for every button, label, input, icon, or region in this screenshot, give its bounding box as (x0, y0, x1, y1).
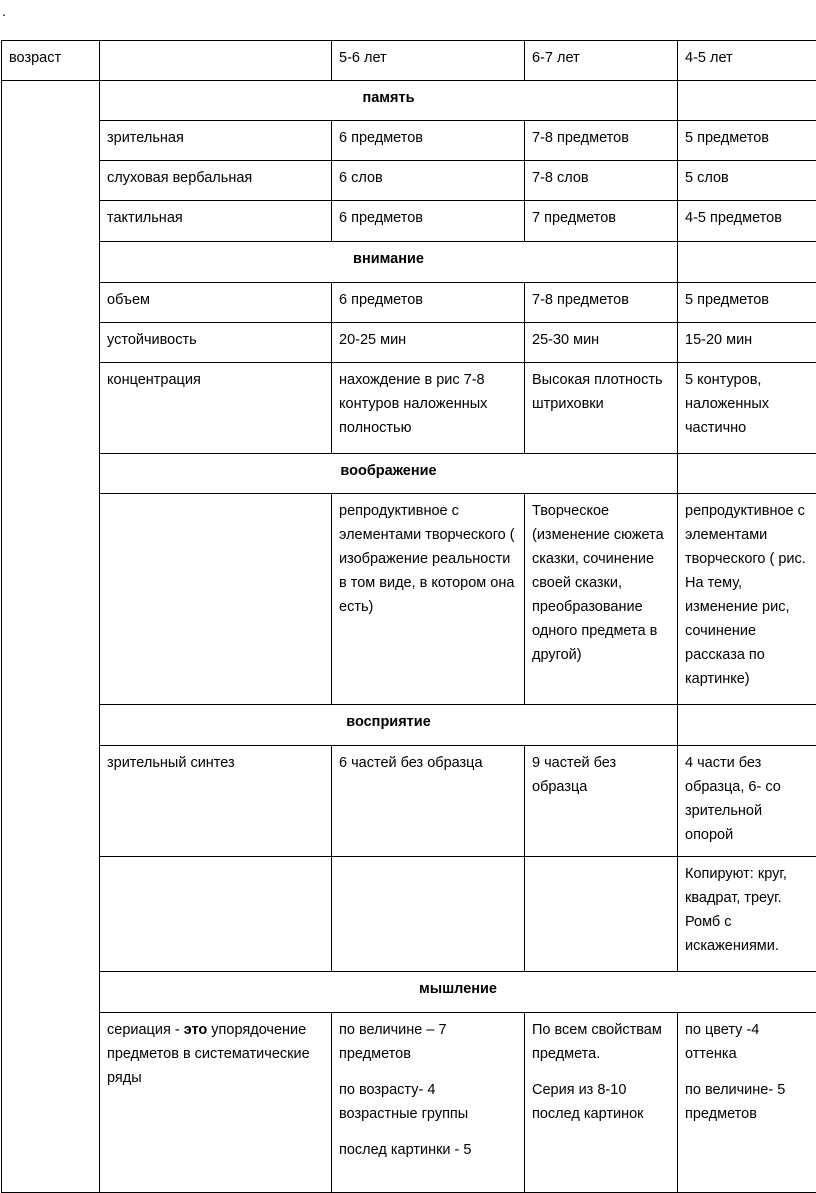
cell-4-5: репродуктивное с элементами творческого ( рис. На тему, изменение рис, сочинение рассказа по картинке) (678, 494, 816, 705)
header-row (2, 41, 816, 81)
table-row (2, 201, 816, 242)
cell-4-5: 5 предметов (678, 121, 816, 161)
section-title-spacer (678, 81, 816, 121)
row-label (100, 1013, 332, 1193)
cell-6-7: 9 частей без образца (525, 746, 678, 857)
cell-6-7 (525, 857, 678, 972)
seriation-5-6-age: по возрасту- 4 возрастные группы (339, 1078, 517, 1126)
section-row-imagination (2, 454, 816, 494)
cell-5-6: 6 частей без образца (332, 746, 525, 857)
table-row (2, 323, 816, 363)
seriation-label-post: упорядочение предметов в систематические ряды (107, 1022, 310, 1086)
cell-5-6: 6 предметов (332, 121, 525, 161)
row-label: концентрация (100, 363, 332, 454)
table-row (2, 161, 816, 201)
cell-6-7: 7-8 слов (525, 161, 678, 201)
section-row-memory (2, 81, 816, 121)
seriation-5-6-size: по величине – 7 предметов (339, 1018, 517, 1066)
table-row (2, 857, 816, 972)
cell-5-6 (332, 857, 525, 972)
seriation-4-5-size: по величине- 5 предметов (685, 1078, 809, 1126)
cell-4-5: 4 части без образца, 6- со зрительной опорой (678, 746, 816, 857)
cell-4-5: 15-20 мин (678, 323, 816, 363)
seriation-5-6-pictures: послед картинки - 5 (339, 1138, 517, 1162)
age-norms-table (1, 40, 816, 1193)
table-row (2, 121, 816, 161)
cell-6-7: 7-8 предметов (525, 283, 678, 323)
section-title-spacer (678, 242, 816, 283)
row-label: слуховая вербальная (100, 161, 332, 201)
row-label: зрительный синтез (100, 746, 332, 857)
cell-5-6 (332, 1013, 525, 1193)
cell-5-6: 6 предметов (332, 201, 525, 242)
row-label: объем (100, 283, 332, 323)
row-label (100, 494, 332, 705)
leading-dot: . (2, 4, 6, 18)
section-title-spacer (678, 454, 816, 494)
seriation-6-7-series: Серия из 8-10 послед картинок (532, 1078, 670, 1126)
section-row-thinking (2, 972, 816, 1013)
section-title-thinking: мышление (100, 972, 816, 1013)
row-label: устойчивость (100, 323, 332, 363)
cell-4-5 (678, 1013, 816, 1193)
section-title-spacer (678, 705, 816, 746)
seriation-6-7-all: По всем свойствам предмета. (532, 1018, 670, 1066)
row-label: зрительная (100, 121, 332, 161)
seriation-4-5-color: по цвету -4 оттенка (685, 1018, 809, 1066)
section-title-attention: внимание (100, 242, 678, 283)
cell-6-7: 7 предметов (525, 201, 678, 242)
table-row (2, 283, 816, 323)
header-age-5-6: 5-6 лет (332, 41, 525, 81)
section-title-imagination: воображение (100, 454, 678, 494)
cell-4-5: 5 слов (678, 161, 816, 201)
cell-6-7 (525, 1013, 678, 1193)
table-row (2, 746, 816, 857)
cell-6-7: 7-8 предметов (525, 121, 678, 161)
header-age: возраст (2, 41, 100, 81)
section-row-perception (2, 705, 816, 746)
cell-5-6: нахождение в рис 7-8 контуров наложенных полностью (332, 363, 525, 454)
section-row-attention (2, 242, 816, 283)
header-blank (100, 41, 332, 81)
table-row (2, 494, 816, 705)
table-row (2, 363, 816, 454)
cell-4-5: 4-5 предметов (678, 201, 816, 242)
cell-5-6: репродуктивное с элементами творческого ( изображение реальности в том виде, в котором она есть) (332, 494, 525, 705)
section-title-perception: восприятие (100, 705, 678, 746)
row-label (100, 857, 332, 972)
cell-6-7: 25-30 мин (525, 323, 678, 363)
header-age-4-5: 4-5 лет (678, 41, 816, 81)
cell-6-7: Творческое (изменение сюжета сказки, сочинение своей сказки, преобразование одного предмета в другой) (525, 494, 678, 705)
cell-5-6: 6 предметов (332, 283, 525, 323)
left-blank-column (2, 81, 100, 1193)
cell-4-5: Копируют: круг, квадрат, треуг. Ромб с искажениями. (678, 857, 816, 972)
section-title-memory: память (100, 81, 678, 121)
cell-5-6: 20-25 мин (332, 323, 525, 363)
seriation-label-pre: сериация - (107, 1022, 184, 1038)
cell-6-7: Высокая плотность штриховки (525, 363, 678, 454)
cell-5-6: 6 слов (332, 161, 525, 201)
table-row (2, 1013, 816, 1193)
cell-4-5: 5 предметов (678, 283, 816, 323)
row-label: тактильная (100, 201, 332, 242)
cell-4-5: 5 контуров, наложенных частично (678, 363, 816, 454)
header-age-6-7: 6-7 лет (525, 41, 678, 81)
seriation-label-bold: это (184, 1022, 208, 1038)
